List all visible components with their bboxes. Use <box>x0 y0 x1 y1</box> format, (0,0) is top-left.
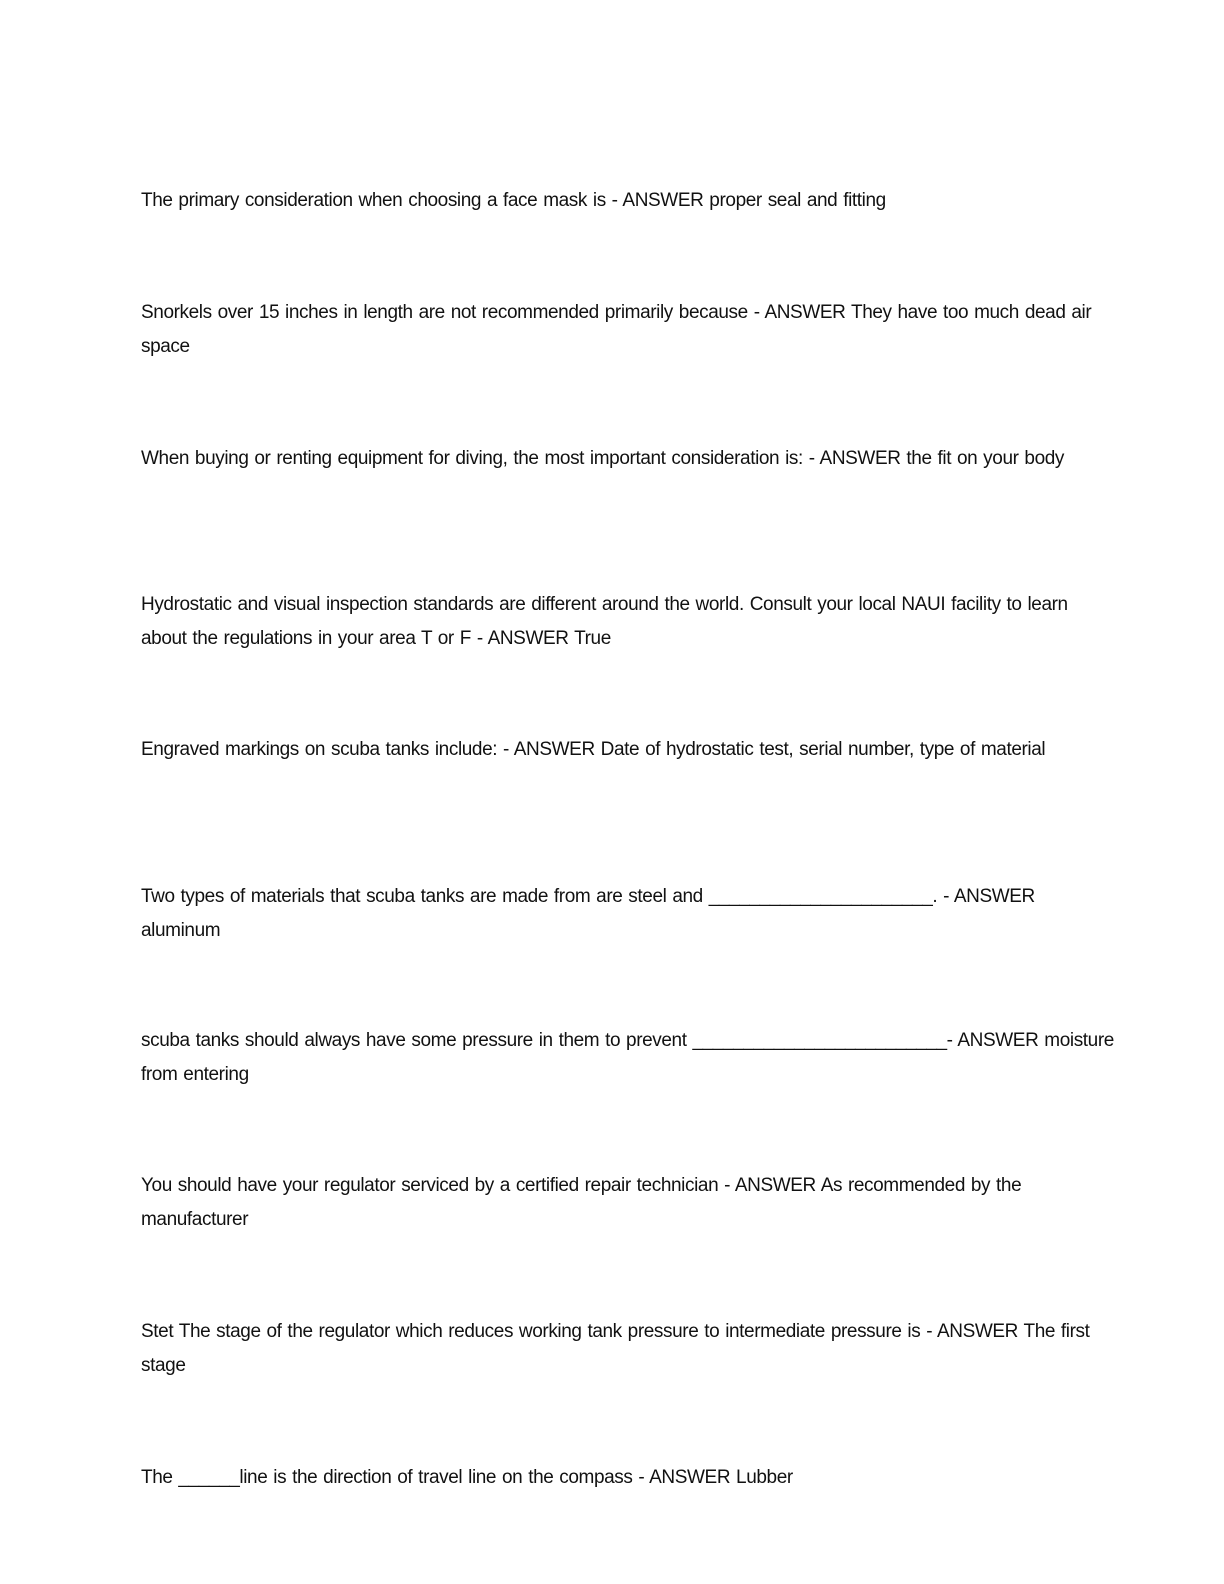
qa-item-snorkel-length: Snorkels over 15 inches in length are not recommended primarily because - ANSWER They have too much dead air space <box>141 302 1092 357</box>
qa-item-tank-pressure: scuba tanks should always have some pressure in them to prevent _________________________- ANSWER moisture from entering <box>141 1030 1114 1085</box>
qa-item-inspection-standards: Hydrostatic and visual inspection standards are different around the world. Consult your local NAUI facility to learn about the regulations in your area T or F - ANSWER True <box>141 594 1068 649</box>
qa-item-face-mask: The primary consideration when choosing a face mask is - ANSWER proper seal and fitting <box>141 190 886 211</box>
qa-item-regulator-stage: Stet The stage of the regulator which reduces working tank pressure to intermediate pressure is - ANSWER The first stage <box>141 1321 1090 1376</box>
qa-item-lubber-line: The ______line is the direction of travel line on the compass - ANSWER Lubber <box>141 1467 793 1488</box>
qa-item-tank-materials: Two types of materials that scuba tanks are made from are steel and ______________________. - ANSWER aluminum <box>141 886 1035 941</box>
qa-item-tank-markings: Engraved markings on scuba tanks include: - ANSWER Date of hydrostatic test, serial number, type of material <box>141 739 1046 760</box>
qa-item-regulator-service: You should have your regulator serviced by a certified repair technician - ANSWER As recommended by the manufacturer <box>141 1175 1022 1230</box>
qa-item-equipment-fit: When buying or renting equipment for diving, the most important consideration is: - ANSWER the fit on your body <box>141 448 1065 469</box>
